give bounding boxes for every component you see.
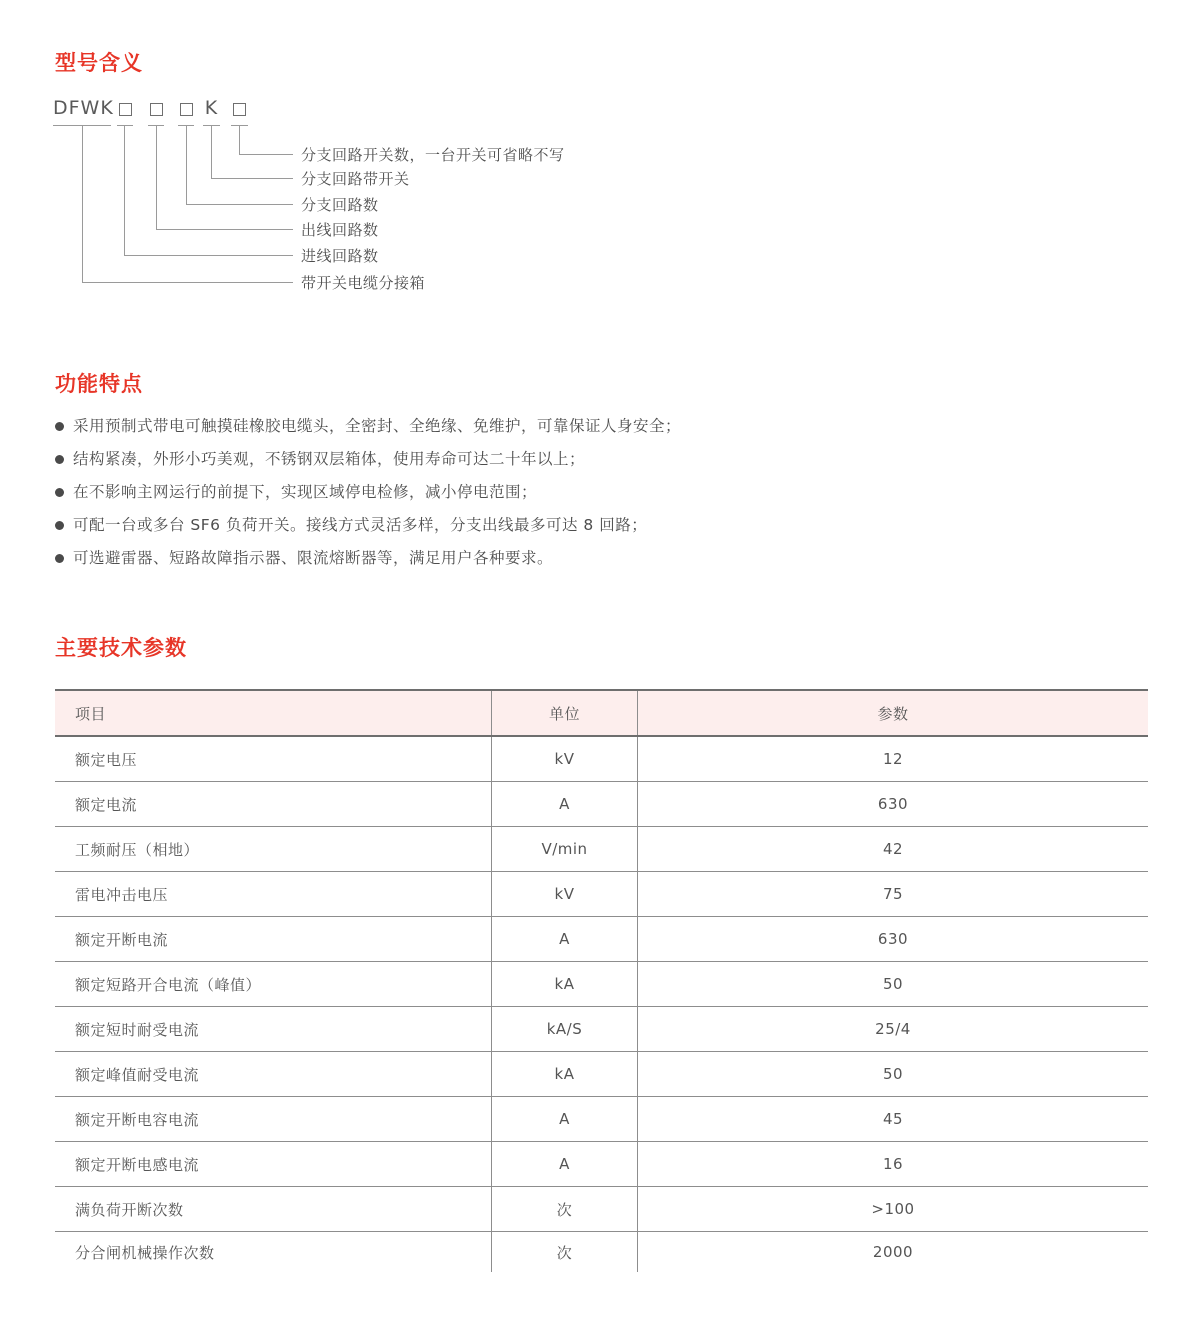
model-legend-item: 带开关电缆分接箱 bbox=[301, 274, 426, 292]
feature-text: 结构紧凑，外形小巧美观，不锈钢双层箱体，使用寿命可达二十年以上； bbox=[73, 450, 586, 468]
model-placeholder-box-2 bbox=[148, 97, 164, 126]
bullet-dot-icon bbox=[55, 554, 64, 563]
cell-value: 42 bbox=[882, 840, 904, 858]
model-placeholder-box-3 bbox=[178, 97, 194, 126]
table-row bbox=[55, 872, 1148, 917]
feature-item bbox=[55, 449, 815, 469]
table-row bbox=[55, 737, 1148, 782]
table-row bbox=[55, 1097, 1148, 1142]
bullet-dot-icon bbox=[55, 521, 64, 530]
model-legend-item: 分支回路带开关 bbox=[301, 170, 410, 188]
cell-item: 满负荷开断次数 bbox=[55, 1187, 492, 1231]
cell-unit: A bbox=[492, 1097, 638, 1141]
table-row bbox=[55, 827, 1148, 872]
feature-item bbox=[55, 482, 815, 502]
cell-item: 额定峰值耐受电流 bbox=[55, 1052, 492, 1096]
cell-unit: kV bbox=[492, 872, 638, 916]
parameters-table bbox=[55, 689, 1148, 1272]
cell-item: 工频耐压（相地） bbox=[55, 827, 492, 871]
cell-item: 雷电冲击电压 bbox=[55, 872, 492, 916]
model-legend-item: 出线回路数 bbox=[301, 221, 379, 239]
feature-text: 可选避雷器、短路故障指示器、限流熔断器等，满足用户各种要求。 bbox=[73, 549, 554, 567]
cell-value: 630 bbox=[877, 795, 909, 813]
bullet-dot-icon bbox=[55, 455, 64, 464]
cell-item: 额定短路开合电流（峰值） bbox=[55, 962, 492, 1006]
model-placeholder-box-4 bbox=[231, 97, 248, 126]
feature-item bbox=[55, 416, 815, 436]
cell-value: 16 bbox=[882, 1155, 904, 1173]
cell-unit: kA bbox=[492, 962, 638, 1006]
cell-unit: 次 bbox=[492, 1187, 638, 1231]
cell-value: >100 bbox=[871, 1200, 915, 1218]
cell-item: 额定开断电容电流 bbox=[55, 1097, 492, 1141]
cell-item: 额定开断电流 bbox=[55, 917, 492, 961]
table-row bbox=[55, 1187, 1148, 1232]
model-code-k bbox=[203, 97, 220, 126]
cell-unit: A bbox=[492, 1142, 638, 1186]
cell-value: 25/4 bbox=[875, 1020, 911, 1038]
cell-item: 额定电压 bbox=[55, 737, 492, 781]
section-title-parameters: 主要技术参数 bbox=[55, 636, 187, 660]
table-header-row bbox=[55, 691, 1148, 737]
section-title-model-meaning: 型号含义 bbox=[55, 51, 143, 75]
cell-value: 75 bbox=[882, 885, 904, 903]
model-legend-item: 分支回路数 bbox=[301, 196, 379, 214]
cell-unit: kA bbox=[492, 1052, 638, 1096]
model-legend-item: 进线回路数 bbox=[301, 247, 379, 265]
table-row bbox=[55, 1232, 1148, 1272]
cell-unit: kV bbox=[492, 737, 638, 781]
cell-value: 2000 bbox=[872, 1243, 914, 1261]
feature-list bbox=[55, 416, 815, 581]
cell-unit: 次 bbox=[492, 1232, 638, 1272]
table-row bbox=[55, 917, 1148, 962]
feature-text: 采用预制式带电可触摸硅橡胶电缆头，全密封、全绝缘、免维护，可靠保证人身安全； bbox=[73, 417, 682, 435]
bullet-dot-icon bbox=[55, 422, 64, 431]
feature-item bbox=[55, 548, 815, 568]
cell-value: 50 bbox=[882, 1065, 904, 1083]
model-legend-item: 分支回路开关数，一台开关可省略不写 bbox=[301, 146, 565, 164]
cell-item: 分合闸机械操作次数 bbox=[55, 1232, 492, 1272]
cell-value: 50 bbox=[882, 975, 904, 993]
cell-value: 45 bbox=[882, 1110, 904, 1128]
cell-value: 12 bbox=[882, 750, 904, 768]
feature-item bbox=[55, 515, 815, 535]
table-row bbox=[55, 1007, 1148, 1052]
table-row bbox=[55, 782, 1148, 827]
cell-unit: A bbox=[492, 917, 638, 961]
column-header-value: 参数 bbox=[877, 704, 909, 723]
connector-line-cable-box bbox=[82, 126, 293, 283]
model-code-k-text: K bbox=[204, 97, 219, 119]
feature-text: 在不影响主网运行的前提下，实现区域停电检修，减小停电范围； bbox=[73, 483, 538, 501]
section-title-features: 功能特点 bbox=[55, 372, 143, 396]
model-code-prefix bbox=[53, 97, 114, 126]
column-header-item: 项目 bbox=[55, 691, 492, 735]
cell-unit: V/min bbox=[492, 827, 638, 871]
cell-item: 额定开断电感电流 bbox=[55, 1142, 492, 1186]
model-code-diagram bbox=[0, 0, 1200, 340]
bullet-dot-icon bbox=[55, 488, 64, 497]
cell-item: 额定电流 bbox=[55, 782, 492, 826]
placeholder-box-icon bbox=[119, 103, 132, 116]
table-row bbox=[55, 1142, 1148, 1187]
model-code-prefix-text: DFWK bbox=[53, 97, 114, 119]
placeholder-box-icon bbox=[233, 103, 246, 116]
cell-unit: kA/S bbox=[492, 1007, 638, 1051]
model-placeholder-box-1 bbox=[117, 97, 133, 126]
cell-item: 额定短时耐受电流 bbox=[55, 1007, 492, 1051]
feature-text: 可配一台或多台 SF6 负荷开关。接线方式灵活多样，分支出线最多可达 8 回路； bbox=[73, 516, 648, 534]
placeholder-box-icon bbox=[180, 103, 193, 116]
column-header-unit: 单位 bbox=[492, 691, 638, 735]
cell-value: 630 bbox=[877, 930, 909, 948]
table-row bbox=[55, 962, 1148, 1007]
cell-unit: A bbox=[492, 782, 638, 826]
table-row bbox=[55, 1052, 1148, 1097]
placeholder-box-icon bbox=[150, 103, 163, 116]
